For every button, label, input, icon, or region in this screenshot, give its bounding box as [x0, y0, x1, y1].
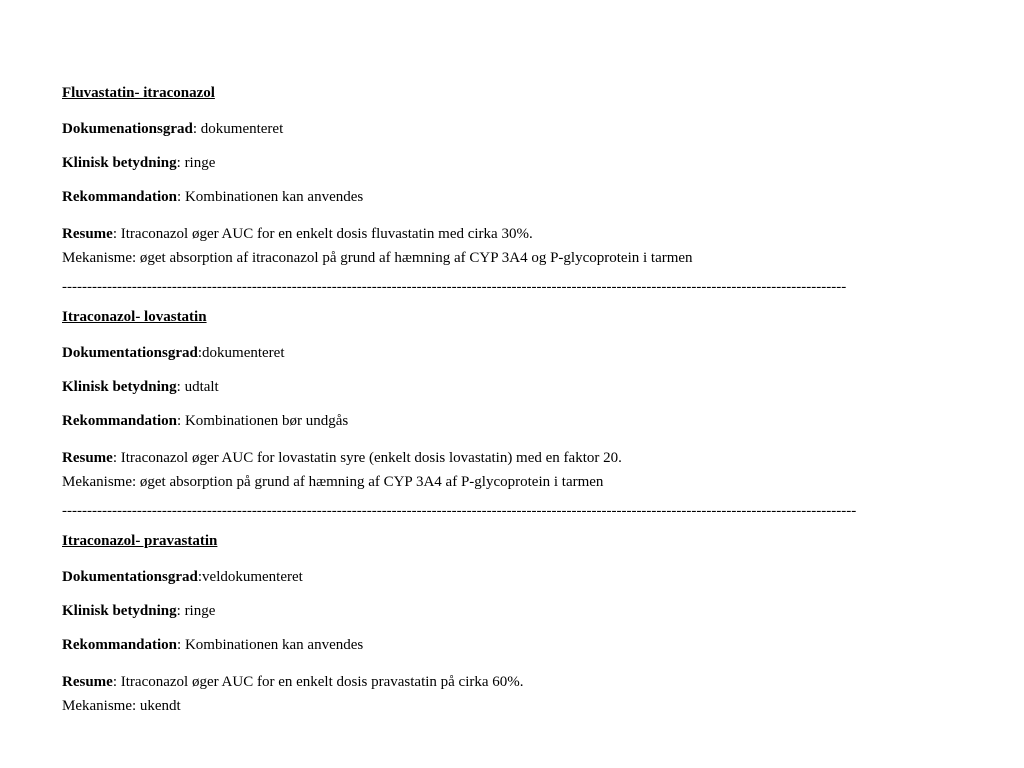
interaction-entry-fluvastatin-itraconazol	[62, 84, 1002, 270]
resume-value: Itraconazol øger AUC for lovastatin syre (enkelt dosis lovastatin) med en faktor 20.	[120, 450, 622, 466]
recommendation	[62, 636, 1002, 654]
resume	[62, 222, 1002, 246]
interaction-entry-itraconazol-lovastatin	[62, 308, 1002, 494]
resume-separator: :	[112, 674, 121, 690]
resume-separator: :	[112, 226, 121, 242]
recommendation-separator: :	[177, 637, 185, 653]
clinical-significance	[62, 378, 1002, 396]
clinical-label: Klinisk betydning	[62, 379, 177, 395]
interaction-entry-itraconazol-pravastatin	[62, 532, 1002, 718]
document-page	[62, 84, 1002, 718]
recommendation-label: Rekommandation	[62, 637, 178, 653]
documentation-label: Dokumenationsgrad	[62, 121, 193, 137]
clinical-significance	[62, 154, 1002, 172]
recommendation	[62, 412, 1002, 430]
recommendation-label: Rekommandation	[62, 413, 178, 429]
clinical-separator: :	[176, 155, 185, 171]
resume-label: Resume	[62, 450, 113, 466]
documentation-separator: :	[197, 569, 203, 585]
documentation-separator: :	[192, 121, 201, 137]
clinical-label: Klinisk betydning	[62, 603, 177, 619]
resume-label: Resume	[62, 226, 113, 242]
recommendation-separator: :	[177, 413, 185, 429]
mechanism: Mekanisme: øget absorption på grund af hæmning af CYP 3A4 af P-glycoprotein i tarmen	[62, 474, 604, 490]
section-divider: ---------------------------------------------------------------------------------------------------------------------------------------------------------------	[62, 503, 857, 519]
documentation-label: Dokumentationsgrad	[62, 345, 198, 361]
clinical-value: ringe	[184, 155, 216, 171]
resume-value: Itraconazol øger AUC for en enkelt dosis pravastatin på cirka 60%.	[120, 674, 524, 690]
clinical-separator: :	[176, 603, 185, 619]
section-divider: -------------------------------------------------------------------------------------------------------------------------------------------------------------	[62, 279, 847, 295]
documentation-label: Dokumentationsgrad	[62, 569, 198, 585]
resume	[62, 670, 1002, 694]
recommendation-value: Kombinationen kan anvendes	[184, 189, 364, 205]
recommendation-value: Kombinationen bør undgås	[184, 413, 349, 429]
documentation-level	[62, 120, 1002, 138]
resume	[62, 446, 1002, 470]
documentation-separator: :	[197, 345, 203, 361]
recommendation-separator: :	[177, 189, 185, 205]
resume-separator: :	[112, 450, 121, 466]
clinical-value: udtalt	[184, 379, 219, 395]
documentation-level	[62, 568, 1002, 586]
resume-label: Resume	[62, 674, 113, 690]
entry-title: Itraconazol- lovastatin	[62, 309, 207, 325]
clinical-significance	[62, 602, 1002, 620]
recommendation	[62, 188, 1002, 206]
recommendation-value: Kombinationen kan anvendes	[184, 637, 364, 653]
documentation-value: veldokumenteret	[202, 569, 303, 585]
mechanism: Mekanisme: øget absorption af itraconazol på grund af hæmning af CYP 3A4 og P-glycoprotein i tarmen	[62, 250, 693, 266]
mechanism: Mekanisme: ukendt	[62, 698, 181, 714]
clinical-separator: :	[176, 379, 185, 395]
recommendation-label: Rekommandation	[62, 189, 178, 205]
documentation-level	[62, 344, 1002, 362]
documentation-value: dokumenteret	[200, 121, 284, 137]
entry-title: Itraconazol- pravastatin	[62, 533, 218, 549]
clinical-label: Klinisk betydning	[62, 155, 177, 171]
resume-value: Itraconazol øger AUC for en enkelt dosis fluvastatin med cirka 30%.	[120, 226, 533, 242]
documentation-value: dokumenteret	[202, 345, 285, 361]
clinical-value: ringe	[184, 603, 216, 619]
entry-title: Fluvastatin- itraconazol	[62, 85, 215, 101]
